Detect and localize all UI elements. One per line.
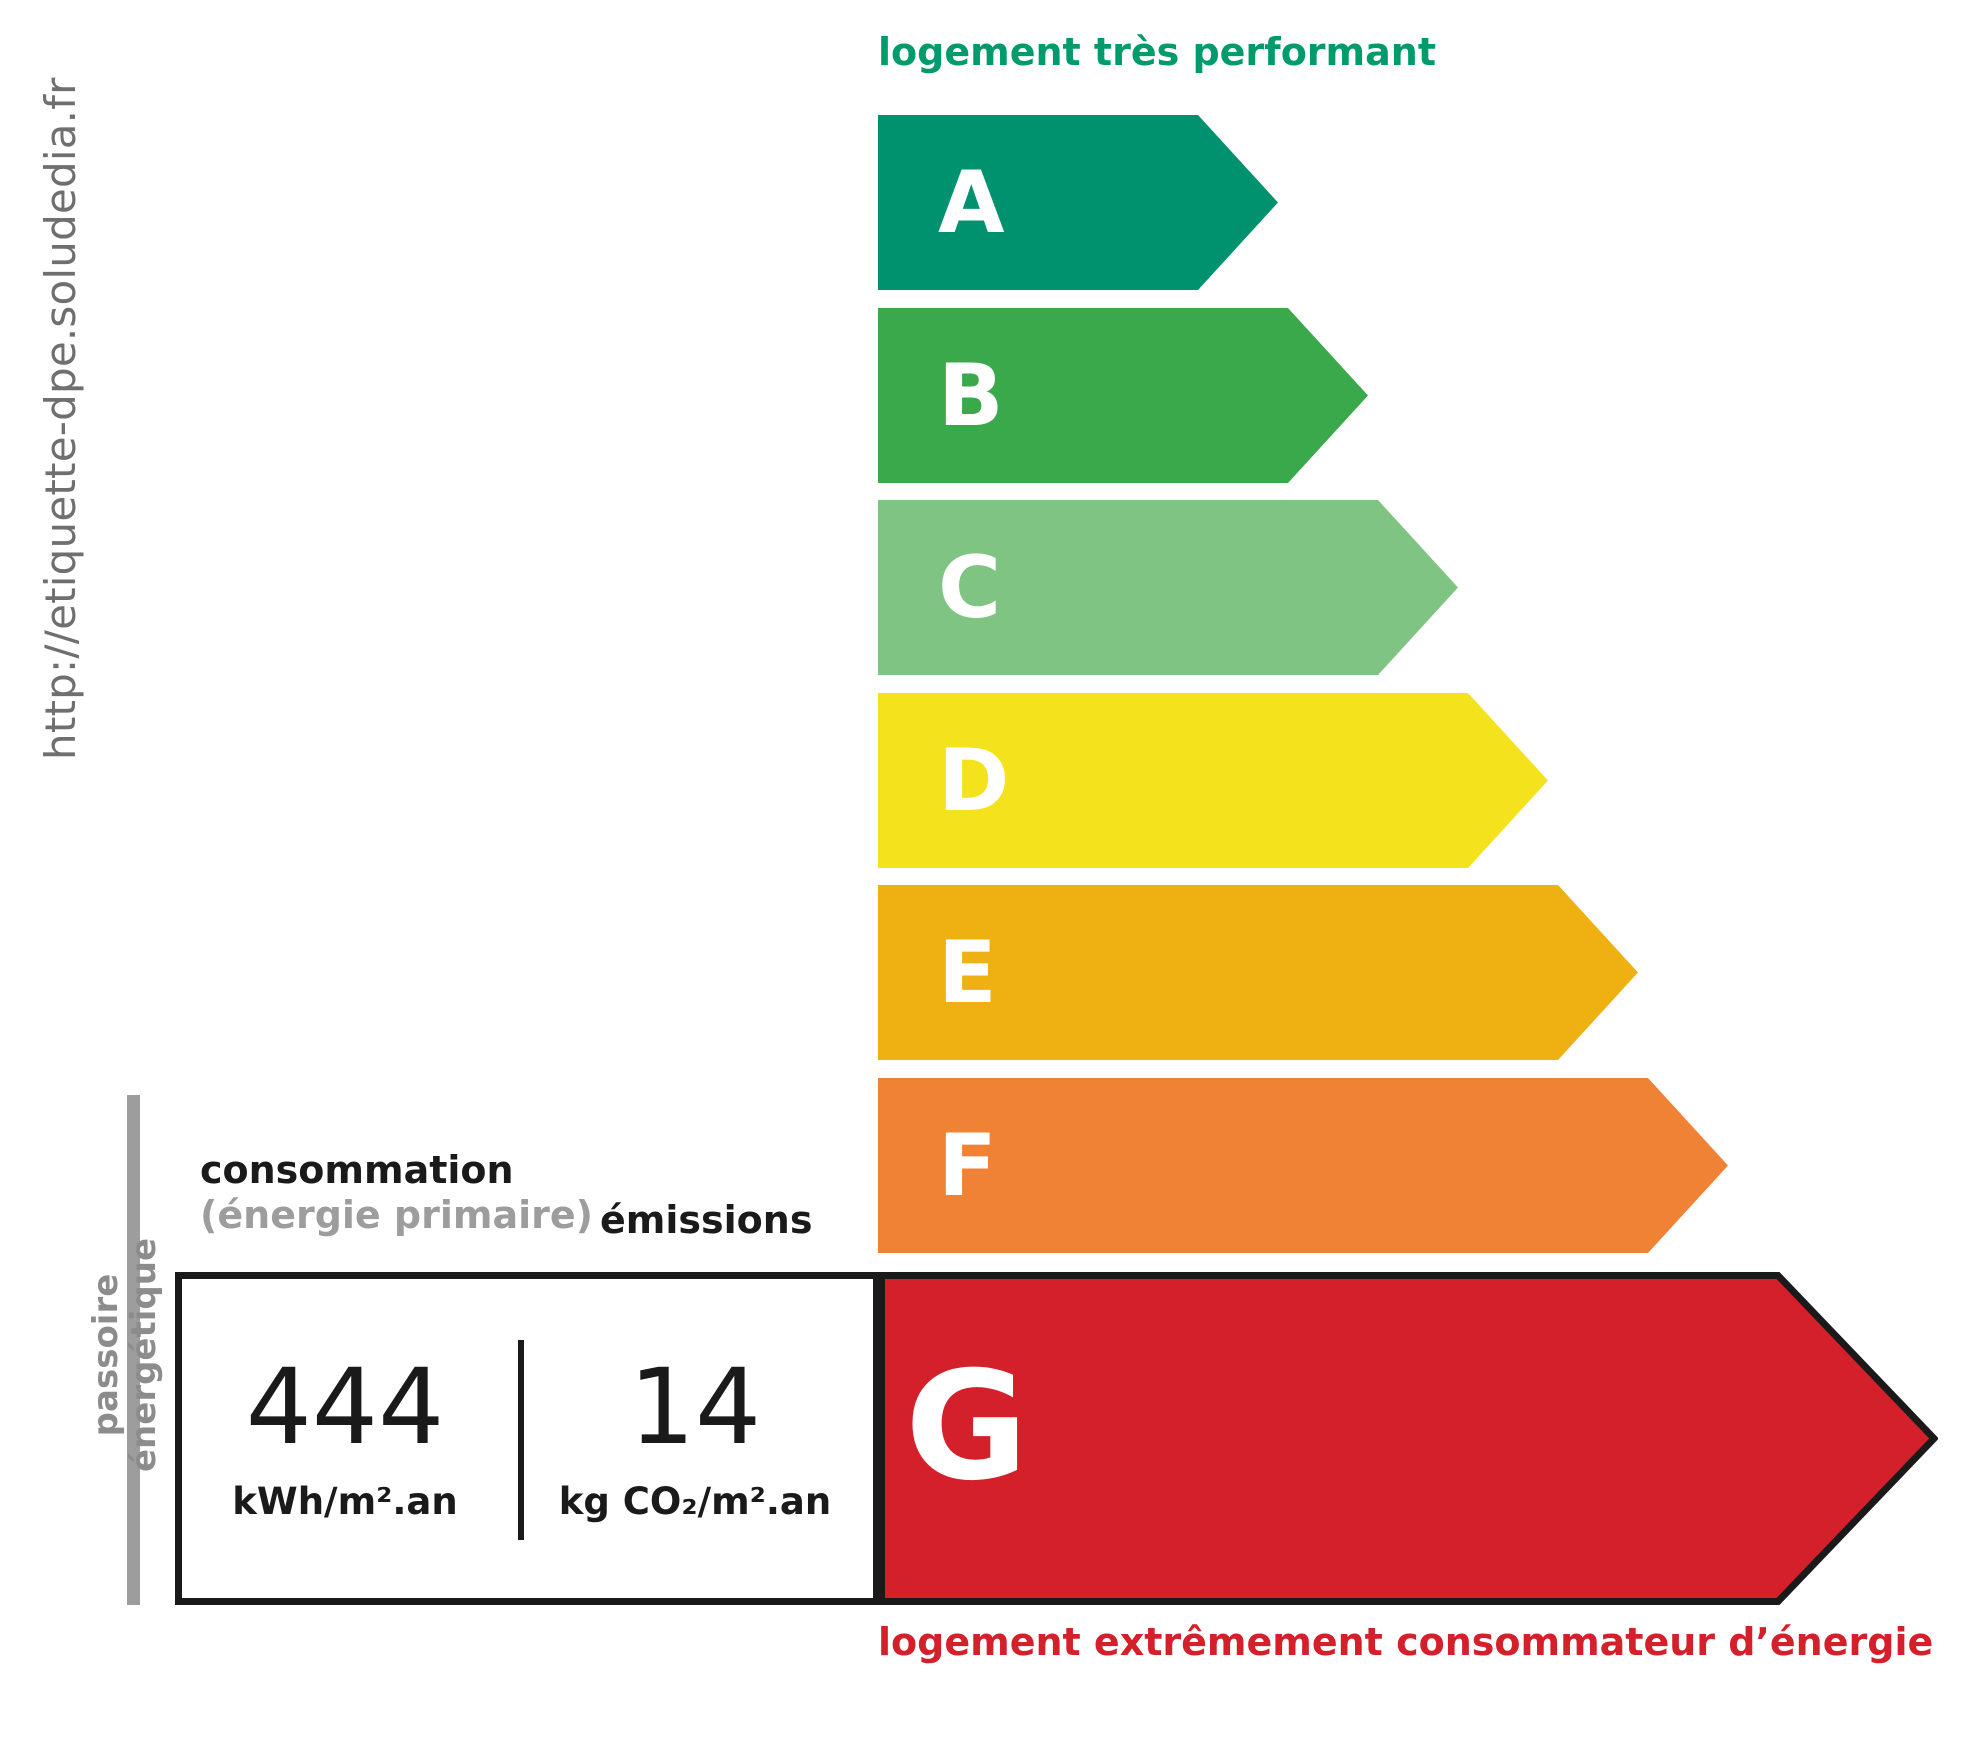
energy-class-bar-d — [878, 693, 1548, 868]
energy-consumption-unit: kWh/m².an — [232, 1480, 458, 1523]
energy-class-bar-c — [878, 500, 1458, 675]
energy-consumption-value: 444 — [245, 1346, 445, 1468]
consumption-caption-line1: consommation — [200, 1148, 514, 1192]
energy-class-bar-a — [878, 115, 1278, 290]
bar-shape-g — [878, 1272, 1938, 1605]
top-annotation: logement très performant — [878, 30, 1436, 74]
co2-emissions-value: 14 — [628, 1346, 762, 1468]
energy-class-bar-g — [878, 1272, 1938, 1605]
bar-shape-f — [878, 1078, 1728, 1253]
class-letter-a: A — [938, 152, 1005, 253]
source-url — [0, 0, 120, 760]
selected-class-letter: G — [905, 1340, 1029, 1514]
class-letter-f: F — [938, 1115, 997, 1216]
energy-class-bar-e — [878, 885, 1638, 1060]
consumption-caption — [200, 1148, 593, 1238]
passoire-energetique-marker — [85, 1095, 164, 1605]
result-divider — [518, 1340, 524, 1540]
bottom-annotation: logement extrêmement consommateur d’énergie — [878, 1620, 1934, 1664]
passoire-label: passoire énergétique — [85, 1238, 164, 1472]
co2-emissions-metric — [545, 1346, 845, 1523]
energy-class-bar-b — [878, 308, 1368, 483]
energy-consumption-metric — [195, 1346, 495, 1523]
emissions-caption: émissions — [600, 1198, 813, 1242]
energy-class-bar-f — [878, 1078, 1728, 1253]
class-letter-d: D — [938, 730, 1010, 831]
class-letter-c: C — [938, 537, 1002, 638]
class-letter-e: E — [938, 922, 997, 1023]
source-url-text: http://etiquette-dpe.soludedia.fr — [35, 77, 85, 760]
co2-emissions-unit: kg CO₂/m².an — [558, 1480, 832, 1523]
consumption-caption-line2: (énergie primaire) — [200, 1192, 594, 1237]
class-letter-b: B — [938, 345, 1004, 446]
